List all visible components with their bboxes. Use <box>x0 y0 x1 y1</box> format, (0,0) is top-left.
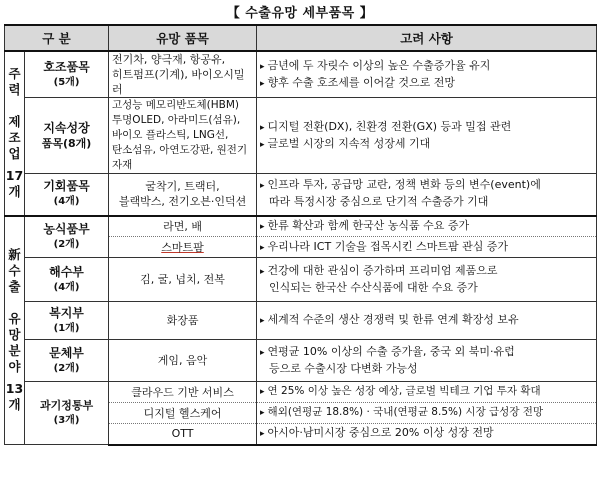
consideration-line: ▸ 연 25% 이상 높은 성장 예상, 글로벌 빅테크 기업 투자 확대 <box>260 384 593 400</box>
items-opportunity <box>109 174 257 216</box>
consideration-line: ▸ 디지털 전환(DX), 친환경 전환(GX) 등과 밀접 관련 <box>260 119 593 136</box>
consideration-line: ▸ 우리나라 ICT 기술을 접목시킨 스마트팜 관심 증가 <box>260 239 593 256</box>
table-row <box>5 174 597 216</box>
considerations-science-2 <box>257 403 597 424</box>
item-line: 굴착기, 트랙터, <box>145 180 220 194</box>
considerations-agri-1 <box>257 216 597 237</box>
category-ocean <box>25 258 109 302</box>
table-row <box>5 216 597 237</box>
items-science-2: 디지털 헬스케어 <box>109 403 257 424</box>
consideration-line: ▸ 글로벌 시장의 지속적 성장세 기대 <box>260 136 593 153</box>
table-row <box>5 258 597 302</box>
considerations-growth <box>257 98 597 174</box>
header-section: 구 분 <box>5 25 109 51</box>
category-count: (5개) <box>53 76 80 88</box>
export-items-table <box>4 24 597 446</box>
category-count: (3개) <box>53 415 80 426</box>
considerations-science-3 <box>257 424 597 445</box>
category-name: 문체부 <box>49 345 84 360</box>
consideration-line: ▸ 향후 수출 호조세를 이어갈 것으로 전망 <box>260 75 593 92</box>
considerations-opportunity <box>257 174 597 216</box>
category-name: 복지부 <box>49 305 84 320</box>
considerations-ocean <box>257 258 597 302</box>
section-label-char: 업 <box>8 146 21 162</box>
items-science-1: 클라우드 기반 서비스 <box>109 382 257 403</box>
category-opportunity <box>25 174 109 216</box>
items-ocean: 김, 굴, 넙치, 전복 <box>109 258 257 302</box>
consideration-line: ▸ 건강에 대한 관심이 증가하며 프리미엄 제품으로 <box>260 263 593 280</box>
category-count: (1개) <box>53 322 80 334</box>
item-line: 블랙박스, 전기오븐·인덕션 <box>118 195 247 209</box>
document-title: 【 수출유망 세부품목 】 <box>226 6 374 21</box>
section-label-char: 야 <box>8 359 21 375</box>
category-count: (4개) <box>53 196 80 208</box>
section-label-char: 조 <box>8 130 21 146</box>
category-good <box>25 51 109 98</box>
category-count: 품목(8개) <box>41 136 92 150</box>
header-considerations: 고려 사항 <box>257 25 597 51</box>
header-items: 유망 품목 <box>109 25 257 51</box>
section-label-char: 출 <box>8 279 21 295</box>
category-count: (2개) <box>53 362 80 374</box>
section-count: 13개 <box>5 381 24 413</box>
item-line: 전기차, 양극재, 항공유, <box>112 53 226 66</box>
item-line: 스마트팜 <box>161 240 204 254</box>
consideration-line: ▸ 아시아·남미시장 중심으로 20% 이상 성장 전망 <box>260 425 593 442</box>
table-row <box>5 51 597 98</box>
category-welfare <box>25 302 109 340</box>
section-label-char: 新 <box>8 247 21 263</box>
considerations-welfare <box>257 302 597 340</box>
category-growth <box>25 98 109 174</box>
consideration-line: ▸ 인프라 투자, 공급망 교란, 정책 변화 등의 변수(event)에 <box>260 177 593 194</box>
considerations-science-1 <box>257 382 597 403</box>
section-count: 17개 <box>5 168 24 200</box>
category-name: 기회품목 <box>43 179 90 194</box>
items-welfare: 화장품 <box>109 302 257 340</box>
items-agri-2 <box>109 237 257 258</box>
category-count: (4개) <box>53 281 80 293</box>
category-name: 지속성장 <box>43 120 90 135</box>
considerations-good <box>257 51 597 98</box>
category-science <box>25 382 109 445</box>
section-label-char: 망 <box>8 327 21 343</box>
consideration-line: ▸ 금년에 두 자릿수 이상의 높은 수출증가율 유지 <box>260 58 593 75</box>
section-main-industry <box>5 51 25 216</box>
section-new-export <box>5 216 25 445</box>
category-name: 과기정통부 <box>39 399 94 412</box>
item-line: 탄소섬유, 아연도강판, 원전기자재 <box>112 144 248 171</box>
consideration-line: ▸ 세계적 수준의 생산 경쟁력 및 한류 연계 확장성 보유 <box>260 312 593 329</box>
consideration-line: ▸ 연평균 10% 이상의 수출 증가율, 중국 외 북미·유럽 <box>260 344 593 361</box>
items-science-3: OTT <box>109 424 257 445</box>
category-count: (2개) <box>53 238 80 250</box>
table-row <box>5 98 597 174</box>
category-name: 해수부 <box>49 264 84 279</box>
table-header-row <box>5 25 597 51</box>
category-culture <box>25 340 109 382</box>
item-line: 바이오 플라스틱, LNG선, <box>112 129 229 141</box>
table-row <box>5 340 597 382</box>
considerations-agri-2 <box>257 237 597 258</box>
considerations-culture <box>257 340 597 382</box>
consideration-line: 등으로 수출시장 다변화 가능성 <box>269 361 418 375</box>
items-agri-1: 라면, 배 <box>109 216 257 237</box>
consideration-line: 인식되는 한국산 수산식품에 대한 수요 증가 <box>269 280 478 294</box>
category-name: 농식품부 <box>43 221 90 236</box>
item-line: 히트펌프(기계), 바이오시밀러 <box>112 68 245 96</box>
section-label-char: 력 <box>8 82 21 98</box>
section-label-char: 수 <box>8 263 21 279</box>
section-label-char: 유 <box>8 311 21 327</box>
items-growth <box>109 98 257 174</box>
item-line: 고성능 메모리반도체(HBM) <box>112 99 239 111</box>
table-row <box>5 382 597 403</box>
items-culture: 게임, 음악 <box>109 340 257 382</box>
consideration-line: 따라 특정시장 중심으로 단기적 수출증가 기대 <box>269 195 489 209</box>
consideration-line: ▸ 한류 확산과 함께 한국산 농식품 수요 증가 <box>260 218 593 235</box>
section-label-char: 분 <box>8 343 21 359</box>
table-row <box>5 302 597 340</box>
items-good <box>109 51 257 98</box>
category-agri <box>25 216 109 258</box>
consideration-line: ▸ 해외(연평균 18.8%) · 국내(연평균 8.5%) 시장 급성장 전망 <box>260 405 593 421</box>
section-label-char: 주 <box>8 66 21 82</box>
section-label-char: 제 <box>8 114 21 130</box>
category-name: 호조품목 <box>43 59 90 74</box>
item-line: 투명OLED, 아라미드(섬유), <box>112 114 241 126</box>
